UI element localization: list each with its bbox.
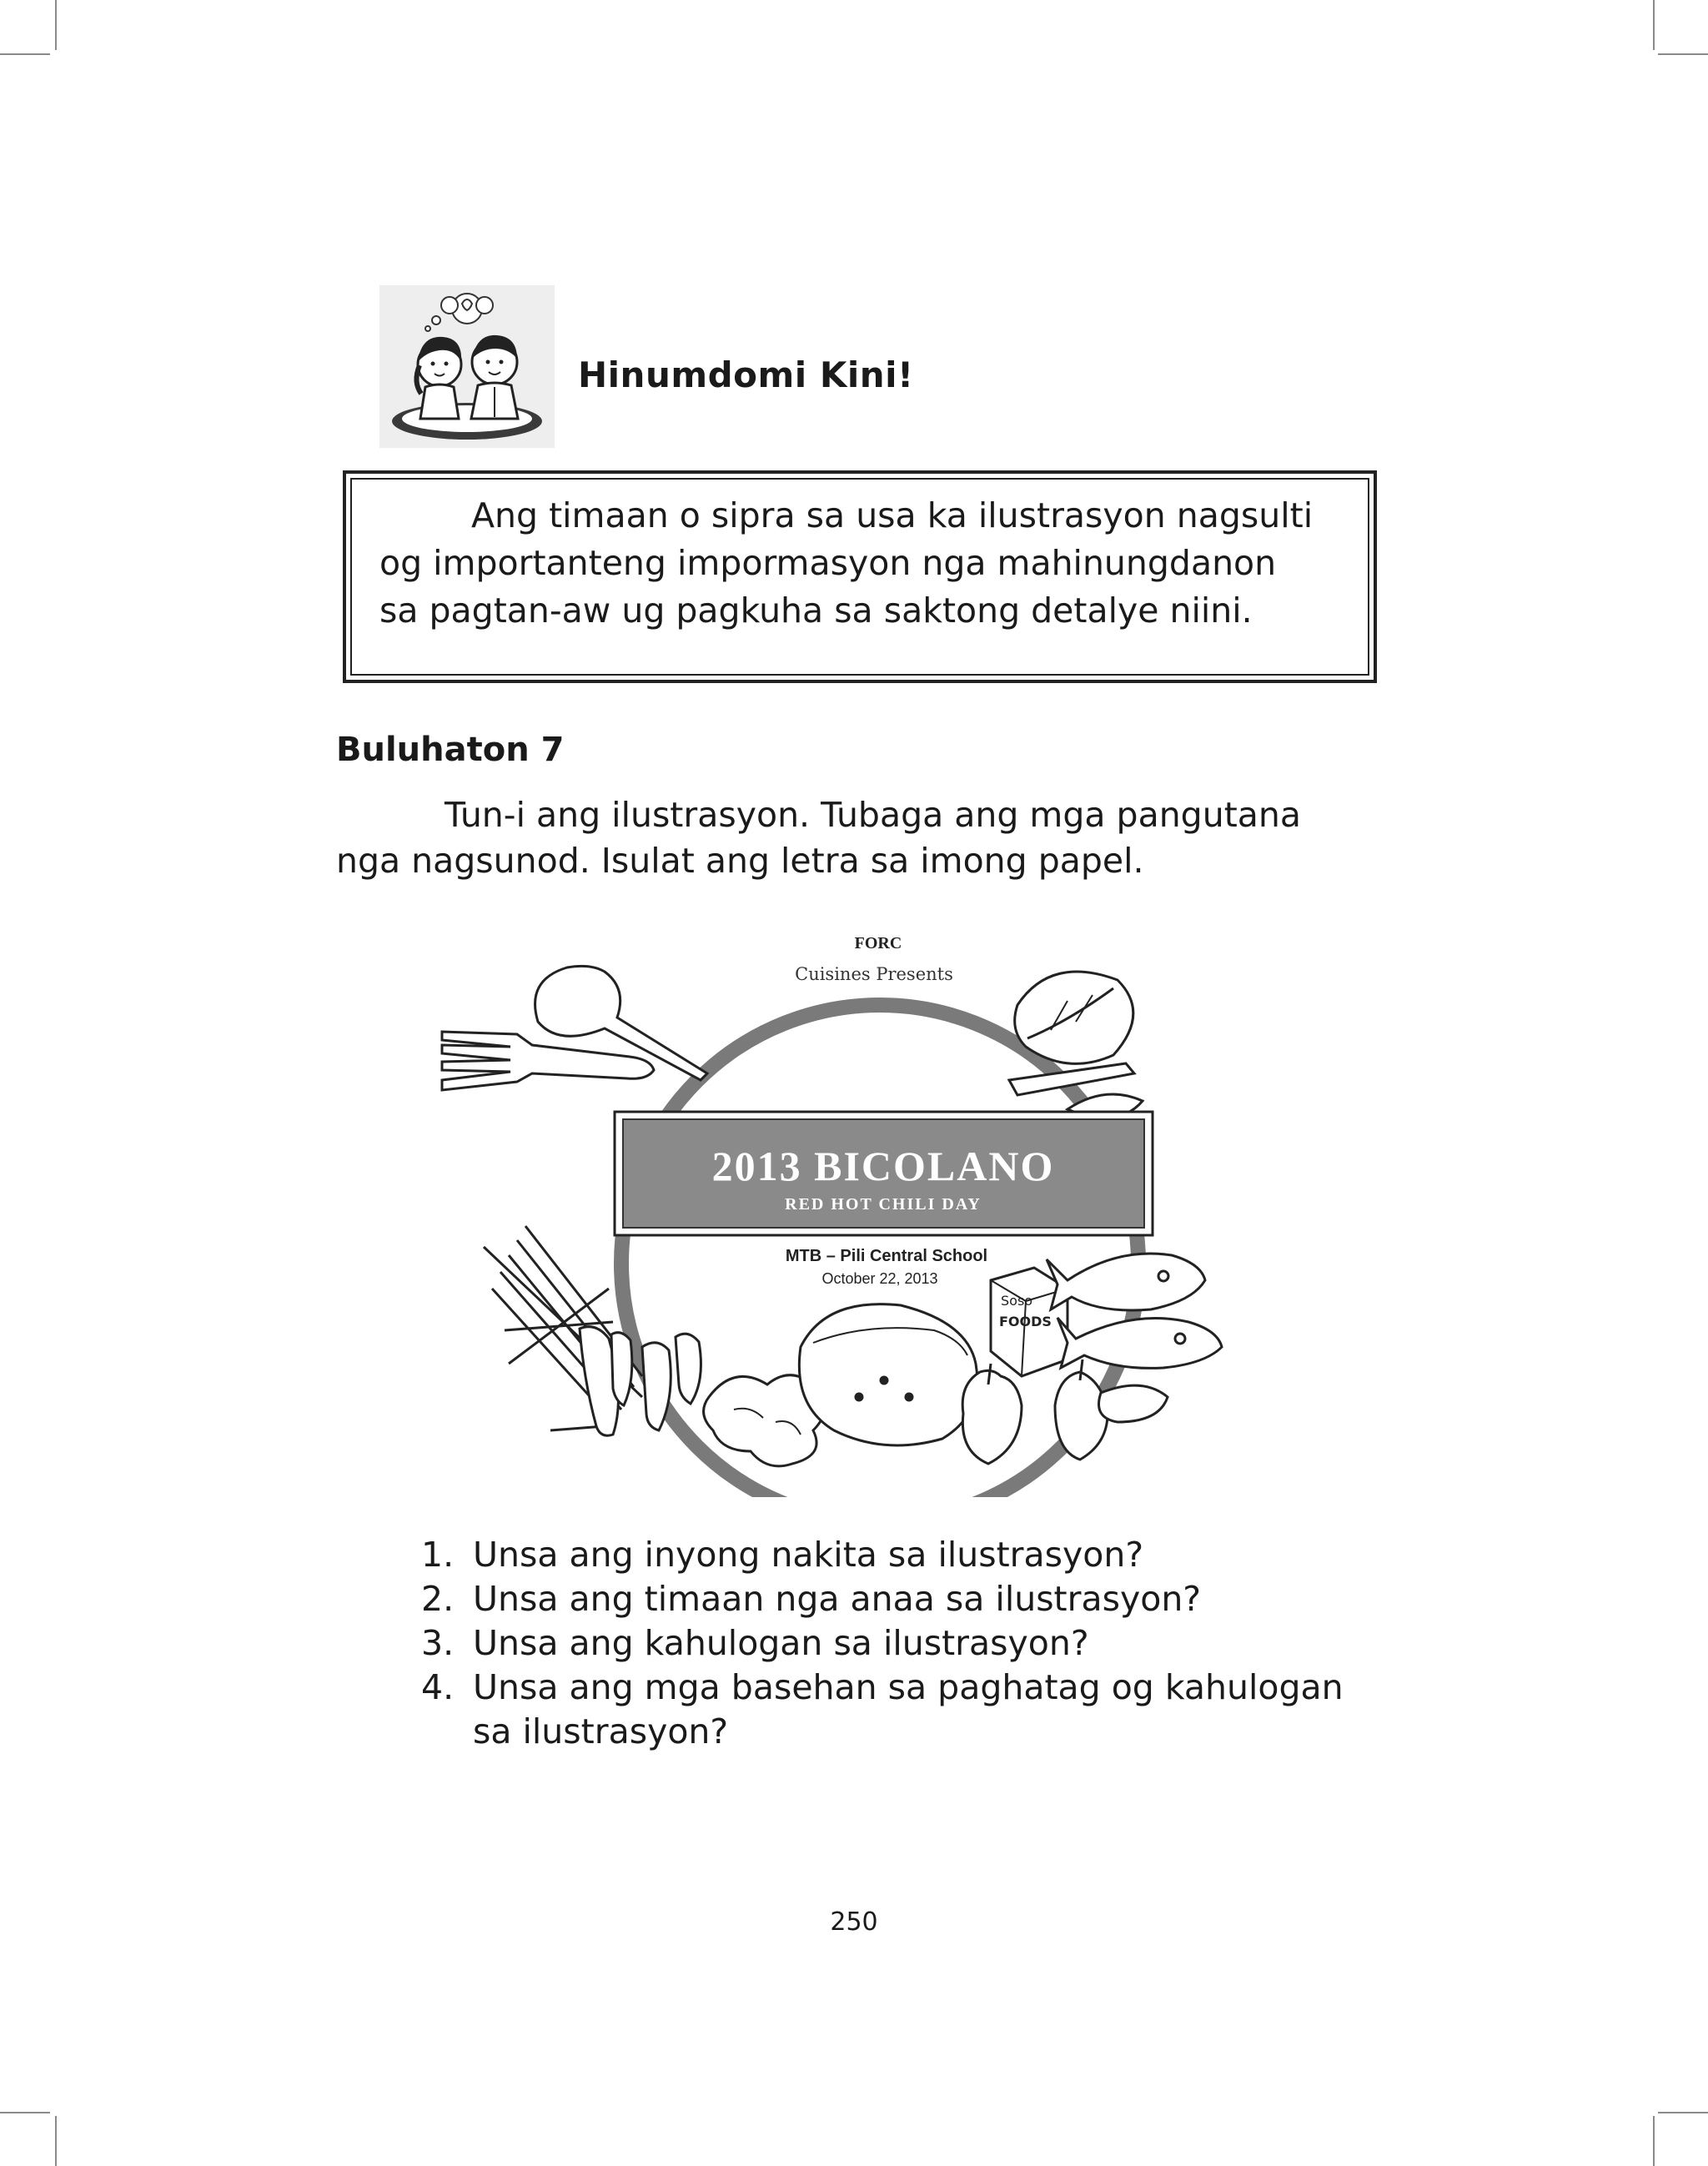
page-number: 250 <box>830 1907 878 1937</box>
question-number: 4. <box>421 1667 455 1707</box>
poster-school: MTB – Pili Central School <box>785 1247 988 1265</box>
poster-brand: FORC <box>854 934 902 952</box>
crop-mark <box>55 0 57 50</box>
thinking-children-icon <box>379 285 555 448</box>
task-instructions: Tun-i ang ilustrasyon. Tubaga ang mga pangutana nga nagsunod. Isulat ang letra sa imong papel. <box>336 795 1302 881</box>
garlic-drawing <box>962 1359 1108 1464</box>
crop-mark <box>1653 0 1655 50</box>
crop-mark <box>0 53 50 55</box>
question-item <box>421 1666 1422 1754</box>
crop-mark <box>0 2112 50 2113</box>
note-box <box>343 470 1377 683</box>
section-title: Hinumdomi Kini! <box>578 354 914 395</box>
question-text: Unsa ang inyong nakita sa ilustrasyon? <box>473 1535 1144 1575</box>
task-heading: Buluhaton 7 <box>336 731 565 769</box>
question-item <box>421 1577 1422 1621</box>
poster-date: October 22, 2013 <box>821 1270 938 1287</box>
question-number: 2. <box>421 1579 455 1619</box>
question-list <box>421 1533 1422 1754</box>
question-number: 1. <box>421 1535 455 1575</box>
fork-drawing <box>442 1032 654 1090</box>
question-item <box>421 1533 1422 1577</box>
poster-title: 2013 BICOLANO <box>711 1143 1055 1189</box>
crop-mark <box>55 2116 57 2166</box>
question-text: Unsa ang mga basehan sa paghatag og kahulogan sa ilustrasyon? <box>473 1667 1344 1751</box>
note-text: Ang timaan o sipra sa usa ka ilustrasyon nagsulti og importanteng impormasyon nga mahinungdanon sa pagtan-aw ug pagkuha sa saktong detalye niini. <box>379 495 1314 631</box>
question-item <box>421 1621 1422 1666</box>
crop-mark <box>1653 2116 1655 2166</box>
poster-subtitle: RED HOT CHILI DAY <box>785 1195 982 1214</box>
question-text: Unsa ang kahulogan sa ilustrasyon? <box>473 1623 1089 1663</box>
question-text: Unsa ang timaan nga anaa sa ilustrasyon? <box>473 1579 1202 1619</box>
chili-day-poster-illustration <box>434 930 1301 1497</box>
crop-mark <box>1658 2112 1708 2113</box>
product-box-label-2: FOODS <box>999 1314 1052 1329</box>
poster-presenter: Cuisines Presents <box>795 964 953 984</box>
crop-mark <box>1658 53 1708 55</box>
squash-drawing <box>799 1304 977 1445</box>
product-box-label-1: Soso <box>1001 1293 1033 1309</box>
question-number: 3. <box>421 1623 455 1663</box>
